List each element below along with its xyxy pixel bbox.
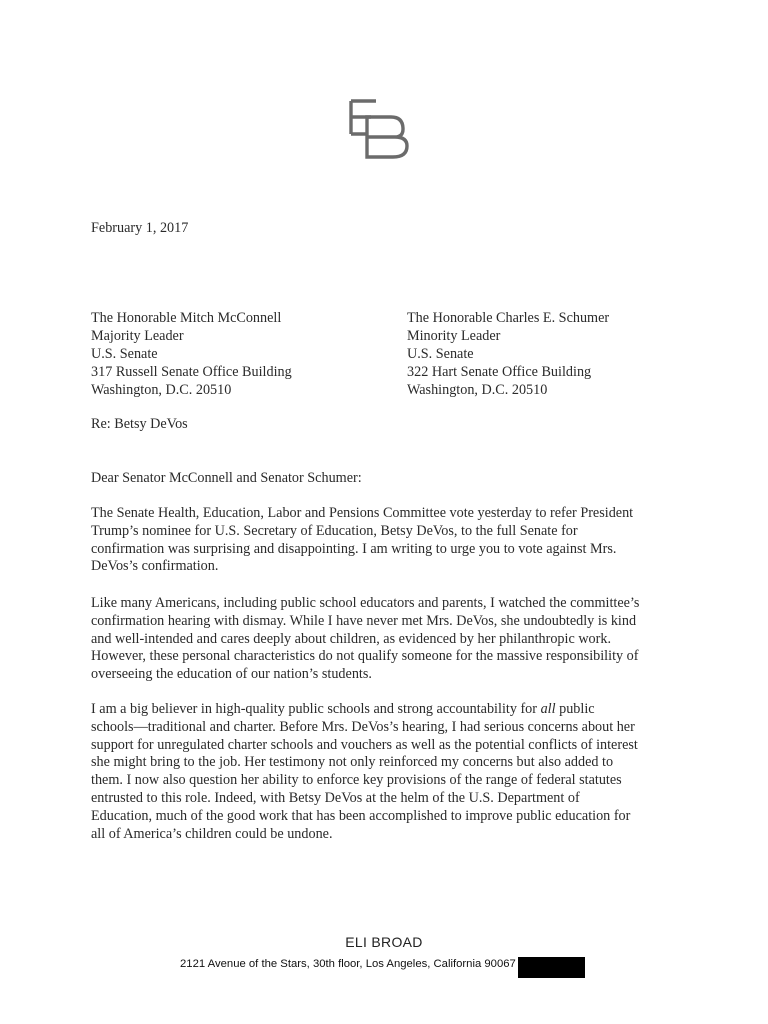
recipient-left-body: U.S. Senate xyxy=(91,346,158,362)
eb-monogram-logo xyxy=(345,96,419,160)
recipient-right-title: Minority Leader xyxy=(407,328,501,344)
recipient-right-name: The Honorable Charles E. Schumer xyxy=(407,310,610,326)
body-paragraph-3 xyxy=(91,701,681,843)
body-paragraph-2 xyxy=(91,595,681,684)
paragraph-line: schools—traditional and charter. Before Mrs. DeVos’s hearing, I had serious concerns about her xyxy=(91,718,635,735)
salutation: Dear Senator McConnell and Senator Schumer: xyxy=(91,470,362,486)
recipient-right-building: 322 Hart Senate Office Building xyxy=(407,364,592,380)
paragraph-line: The Senate Health, Education, Labor and Pensions Committee vote yesterday to refer President xyxy=(91,505,634,521)
emphasis-all: all xyxy=(540,701,556,717)
paragraph-line: Education, much of the good work that has been accomplished to improve public education for xyxy=(91,807,631,824)
recipient-left-building: 317 Russell Senate Office Building xyxy=(91,364,292,380)
recipient-address-left xyxy=(91,309,292,399)
paragraph-line: and well-intended and cares deeply about children, as evidenced by her philanthropic work. xyxy=(91,630,612,647)
body-paragraph-1 xyxy=(91,505,681,576)
footer-name: ELI BROAD xyxy=(345,934,423,950)
paragraph-line: all of America’s children could be undone. xyxy=(91,825,333,842)
paragraph-line: overseeing the education of our nation’s students. xyxy=(91,666,372,683)
paragraph-line: them. I now also question her ability to enforce key provisions of the range of federal statutes xyxy=(91,772,622,789)
paragraph-line: entrusted to this role. Indeed, with Betsy DeVos at the helm of the U.S. Department of xyxy=(91,789,580,806)
recipient-right-city: Washington, D.C. 20510 xyxy=(407,382,548,398)
paragraph-line: However, these personal characteristics do not qualify someone for the massive responsibility of xyxy=(91,648,639,665)
footer-address: 2121 Avenue of the Stars, 30th floor, Los Angeles, California 90067 xyxy=(180,958,516,970)
recipient-left-title: Majority Leader xyxy=(91,328,184,344)
paragraph-line: support for unregulated charter schools and vouchers as well as the potential conflicts of interest xyxy=(91,736,638,753)
redaction-block xyxy=(518,957,585,978)
paragraph-line: Trump’s nominee for U.S. Secretary of Education, Betsy DeVos, to the full Senate for xyxy=(91,522,578,539)
letter-date: February 1, 2017 xyxy=(91,220,189,236)
recipient-left-city: Washington, D.C. 20510 xyxy=(91,382,232,398)
recipient-left-name: The Honorable Mitch McConnell xyxy=(91,310,282,326)
recipient-right-body: U.S. Senate xyxy=(407,346,474,362)
paragraph-text: public xyxy=(555,701,595,717)
paragraph-line: confirmation was surprising and disappointing. I am writing to urge you to vote against Mrs. xyxy=(91,540,617,557)
paragraph-text: I am a big believer in high-quality public schools and strong accountability for xyxy=(91,701,541,717)
paragraph-line xyxy=(91,701,681,719)
recipient-address-right xyxy=(407,309,609,399)
paragraph-line: Like many Americans, including public school educators and parents, I watched the committee’s xyxy=(91,595,640,611)
paragraph-line: DeVos’s confirmation. xyxy=(91,558,219,575)
paragraph-line: she might bring to the job. Her testimony not only reinforced my concerns but also added to xyxy=(91,754,614,771)
paragraph-line: confirmation hearing with dismay. While I have never met Mrs. DeVos, she undoubtedly is kind xyxy=(91,612,637,629)
subject-line: Re: Betsy DeVos xyxy=(91,416,188,432)
